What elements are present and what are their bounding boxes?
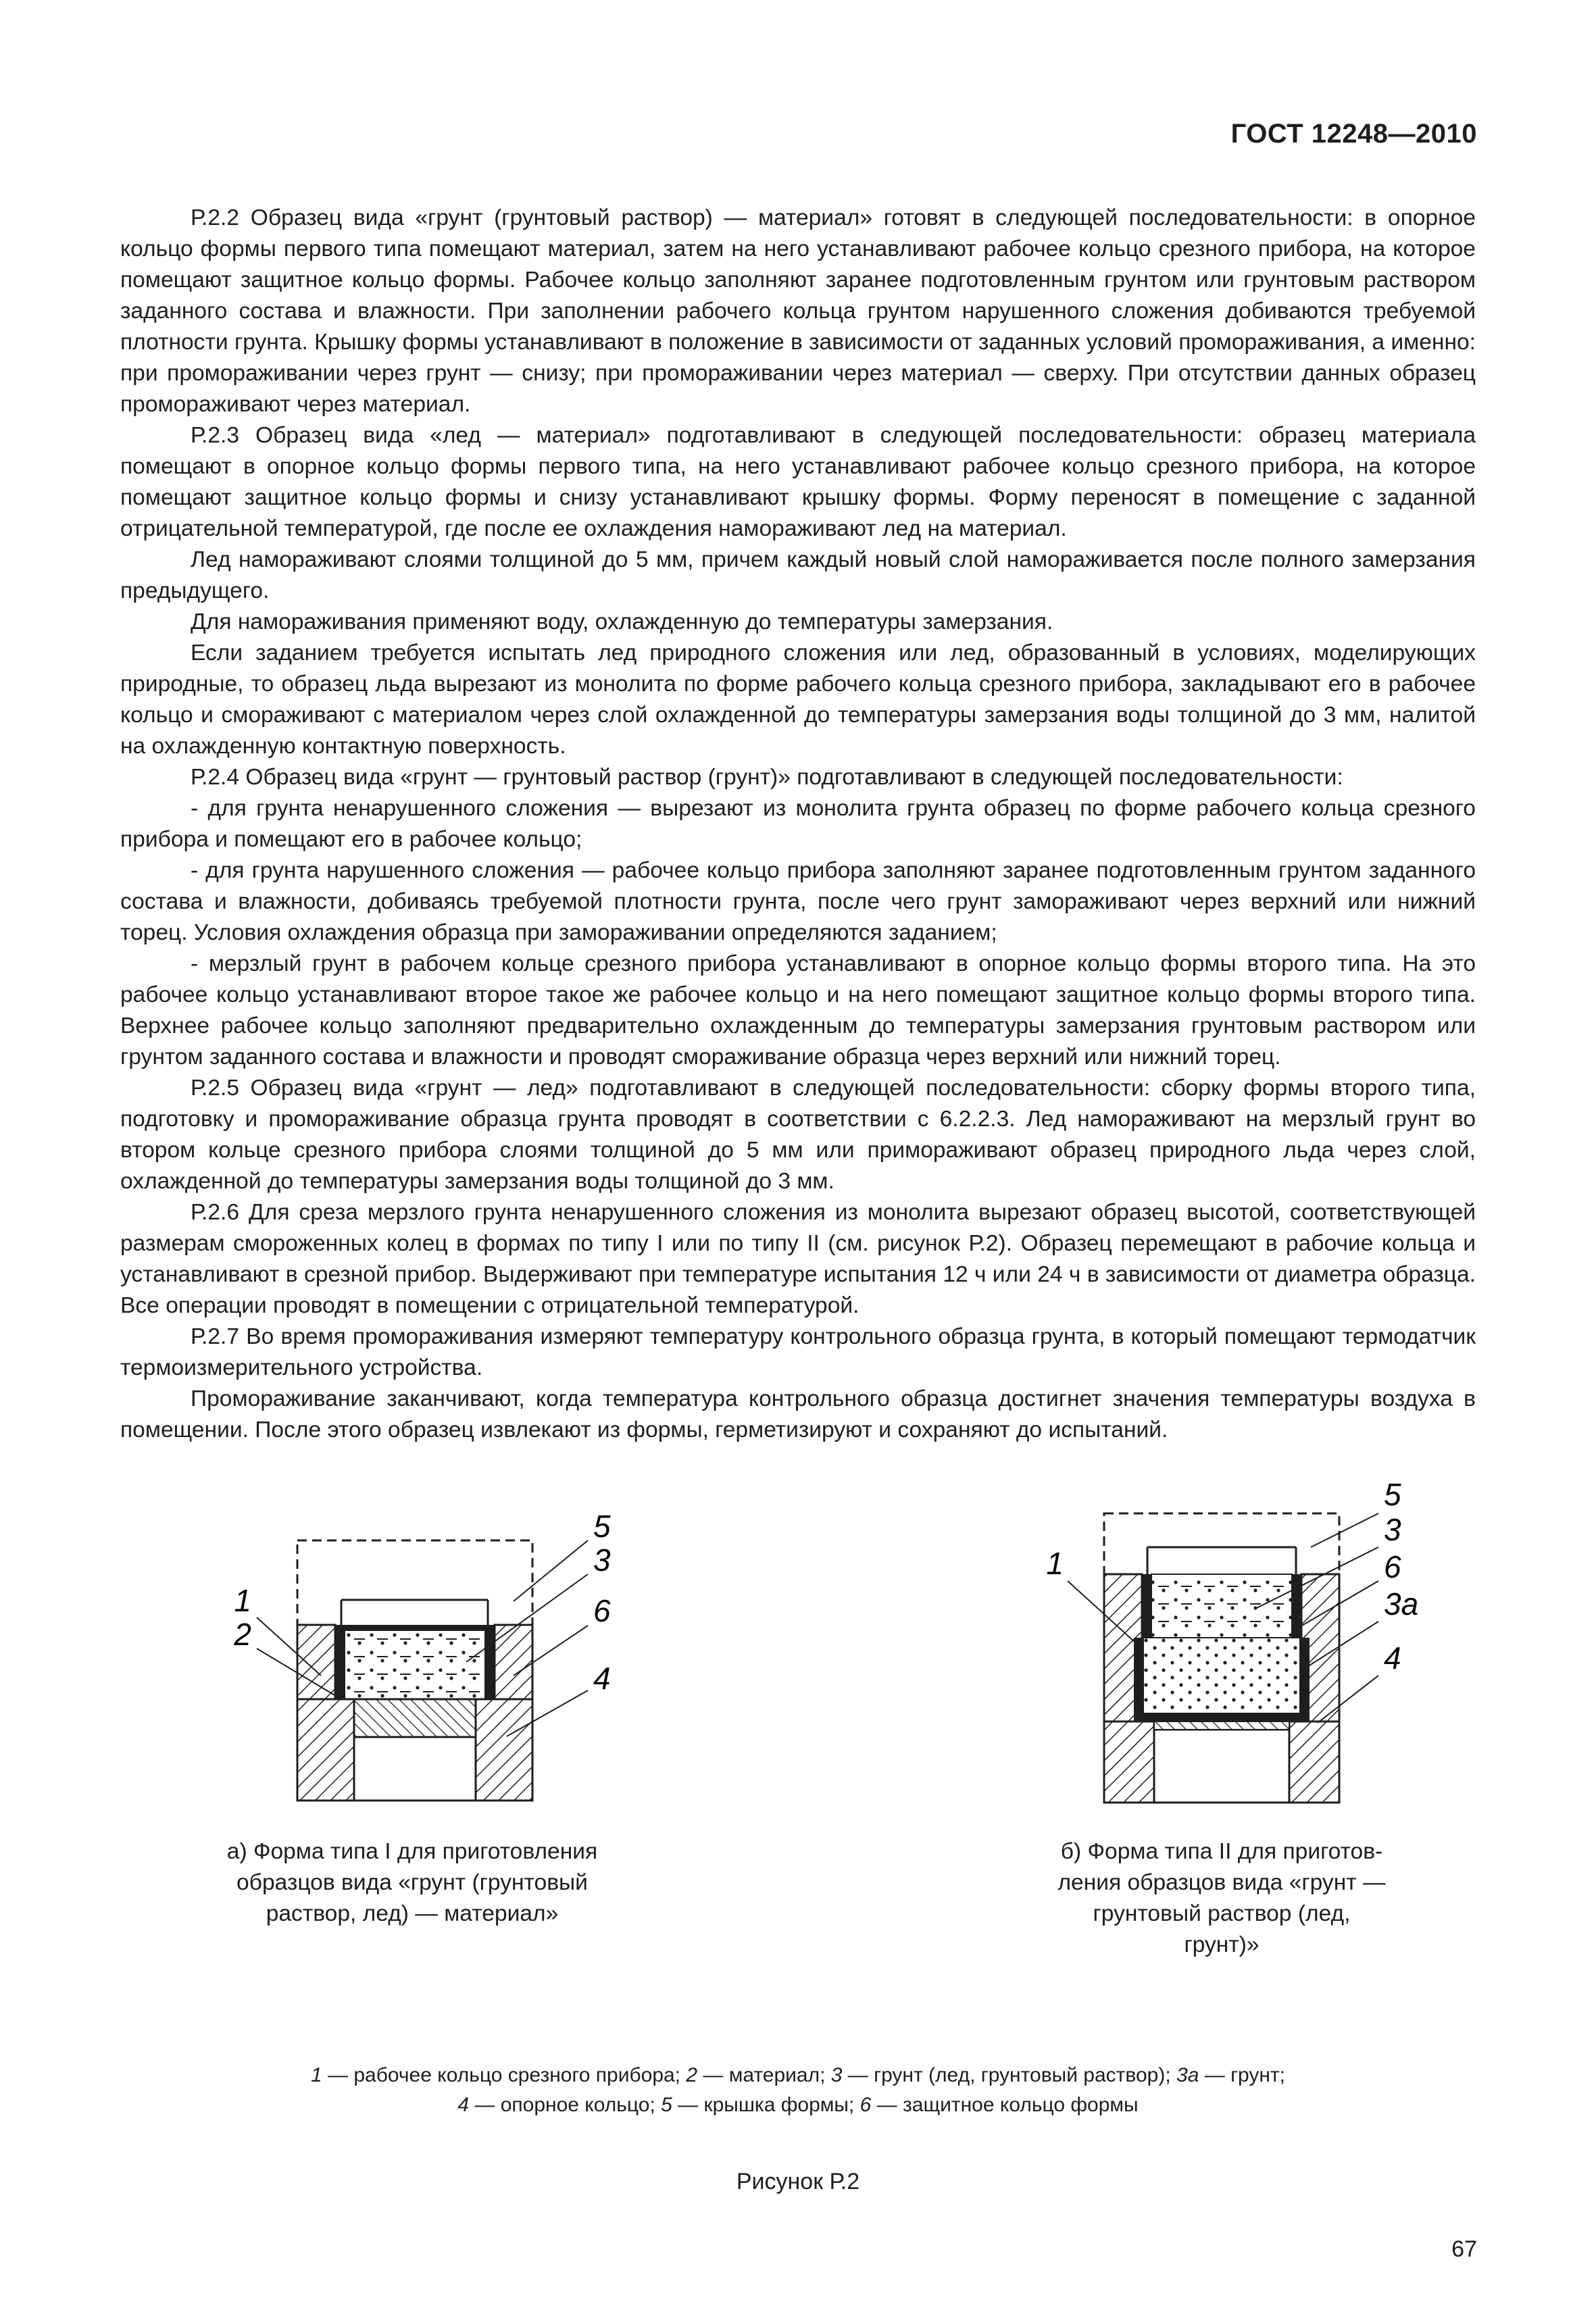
label-6: 6 — [1384, 1549, 1401, 1584]
figure-area — [0, 1473, 1596, 2013]
paragraph: Лед намораживают слоями толщиной до 5 мм, причем каждый новый слой намораживается после полного замерзания предыдущего. — [120, 547, 1476, 603]
label-4: 4 — [593, 1661, 611, 1696]
paragraph: Р.2.7 Во время промораживания измеряют температуру контрольного образца грунта, в который помещают термодатчик термоизмерительного устройства. — [120, 1324, 1476, 1380]
paragraph: Для намораживания применяют воду, охлажденную до температуры замерзания. — [191, 609, 1053, 634]
form-type-2-diagram — [1046, 1477, 1418, 1803]
figure-title: Рисунок Р.2 — [736, 2169, 860, 2194]
label-5: 5 — [1384, 1477, 1401, 1512]
document-standard-header: ГОСТ 12248—2010 — [1230, 119, 1477, 149]
paragraph: Р.2.2 Образец вида «грунт (грунтовый раствор) — материал» готовят в следующей последовательности: в опорное кольцо формы первого типа помещают материал, затем на него устанавливают рабочее кольцо срезного прибора, на которое помещают защитное кольцо формы. Рабочее кольцо заполняют заранее подготовленным грунтом или грунтовым раствором заданного состава и влажности. При заполнении рабочего кольца грунтом нарушенного сложения добиваются требуемой плотности грунта. Крышку формы устанавливают в положение в зависимости от заданных условий промораживания, а именно: при промораживании через грунт — снизу; при промораживании через материал — сверху. При отсутствии данных образец промораживают через материал. — [120, 205, 1476, 417]
form-type-1-diagram — [233, 1509, 611, 1801]
label-1: 1 — [1046, 1546, 1064, 1581]
body-text — [120, 203, 1476, 1446]
label-5: 5 — [593, 1509, 611, 1544]
figure-legend — [120, 2061, 1476, 2120]
paragraph: Р.2.6 Для среза мерзлого грунта ненарушенного сложения из монолита вырезают образец высотой, соответствующей размерам смороженных колец в формах по типу I или по типу II (см. рисунок Р.2). Образец перемещают в рабочие кольца и устанавливают в срезной прибор. Выдерживают при температуре испытания 12 ч или 24 ч в зависимости от диаметра образца. Все операции проводят в помещении с отрицательной температурой. — [120, 1200, 1476, 1318]
label-4: 4 — [1384, 1640, 1401, 1676]
page-number: 67 — [1451, 2236, 1477, 2262]
legend-line-1: 1 — рабочее кольцо срезного прибора; 2 — материал; 3 — грунт (лед, грунтовый раствор); 3а — грунт; — [310, 2064, 1286, 2086]
label-3: 3 — [1384, 1512, 1401, 1547]
paragraph: Если заданием требуется испытать лед природного сложения или лед, образованный в условиях, моделирующих природные, то образец льда вырезают из монолита по форме рабочего кольца срезного прибора, закладывают его в рабочее кольцо и смораживают с материалом через слой охлажденной до температуры замерзания воды толщиной до 3 мм, налитой на охлажденную контактную поверхность. — [120, 640, 1476, 759]
paragraph: - для грунта нарушенного сложения — рабочее кольцо прибора заполняют заранее подготовленным грунтом заданного состава и влажности, добиваясь требуемой плотности грунта, после чего грунт замораживают через верхний или нижний торец. Условия охлаждения образца при замораживании определяются заданием; — [120, 858, 1476, 945]
caption-form-type-1: а) Форма типа I для приготовления образцов вида «грунт (грунтовый раствор, лед) — материал» — [226, 1839, 598, 1926]
label-2: 2 — [234, 1617, 251, 1652]
label-6: 6 — [593, 1593, 611, 1628]
paragraph: Р.2.5 Образец вида «грунт — лед» подготавливают в следующей последовательности: сборку формы второго типа, подготовку и промораживание образца грунта проводят в соответствии с 6.2.2.3. Лед намораживают на мерзлый грунт во втором кольце срезного прибора слоями толщиной до 5 мм или примораживают образец природного льда через слой, охлажденной до температуры замерзания воды толщиной до 3 мм. — [120, 1076, 1476, 1194]
label-1: 1 — [234, 1583, 251, 1618]
paragraph: Р.2.4 Образец вида «грунт — грунтовый раствор (грунт)» подготавливают в следующей последовательности: — [191, 765, 1343, 790]
paragraph: - мерзлый грунт в рабочем кольце срезного прибора устанавливают в опорное кольцо формы второго типа. На это рабочее кольцо устанавливают второе такое же рабочее кольцо и на него помещают защитное кольцо формы второго типа. Верхнее рабочее кольцо заполняют предварительно охлажденным до температуры замерзания грунтовым раствором или грунтом заданного состава и влажности и проводят смораживание образца через верхний или нижний торец. — [120, 951, 1476, 1070]
paragraph: - для грунта ненарушенного сложения — вырезают из монолита грунта образец по форме рабочего кольца срезного прибора и помещают его в рабочее кольцо; — [120, 796, 1476, 852]
label-3: 3 — [593, 1542, 611, 1578]
label-3a: 3а — [1384, 1586, 1419, 1621]
paragraph: Р.2.3 Образец вида «лед — материал» подготавливают в следующей последовательности: образец материала помещают в опорное кольцо формы первого типа, на него устанавливают рабочее кольцо срезного прибора, на которое помещают защитное кольцо формы и снизу устанавливают крышку формы. Форму переносят в помещение с заданной отрицательной температурой, где после ее охлаждения намораживают лед на материал. — [120, 423, 1476, 541]
legend-line-2: 4 — опорное кольцо; 5 — крышка формы; 6 — защитное кольцо формы — [457, 2094, 1139, 2116]
paragraph: Промораживание заканчивают, когда температура контрольного образца достигнет значения температуры воздуха в помещении. После этого образец извлекают из формы, герметизируют и сохраняют до испытаний. — [120, 1386, 1476, 1442]
caption-form-type-2: б) Форма типа II для приготов- ления образцов вида «грунт — грунтовый раствор (лед, грунт)» — [1057, 1839, 1386, 1957]
